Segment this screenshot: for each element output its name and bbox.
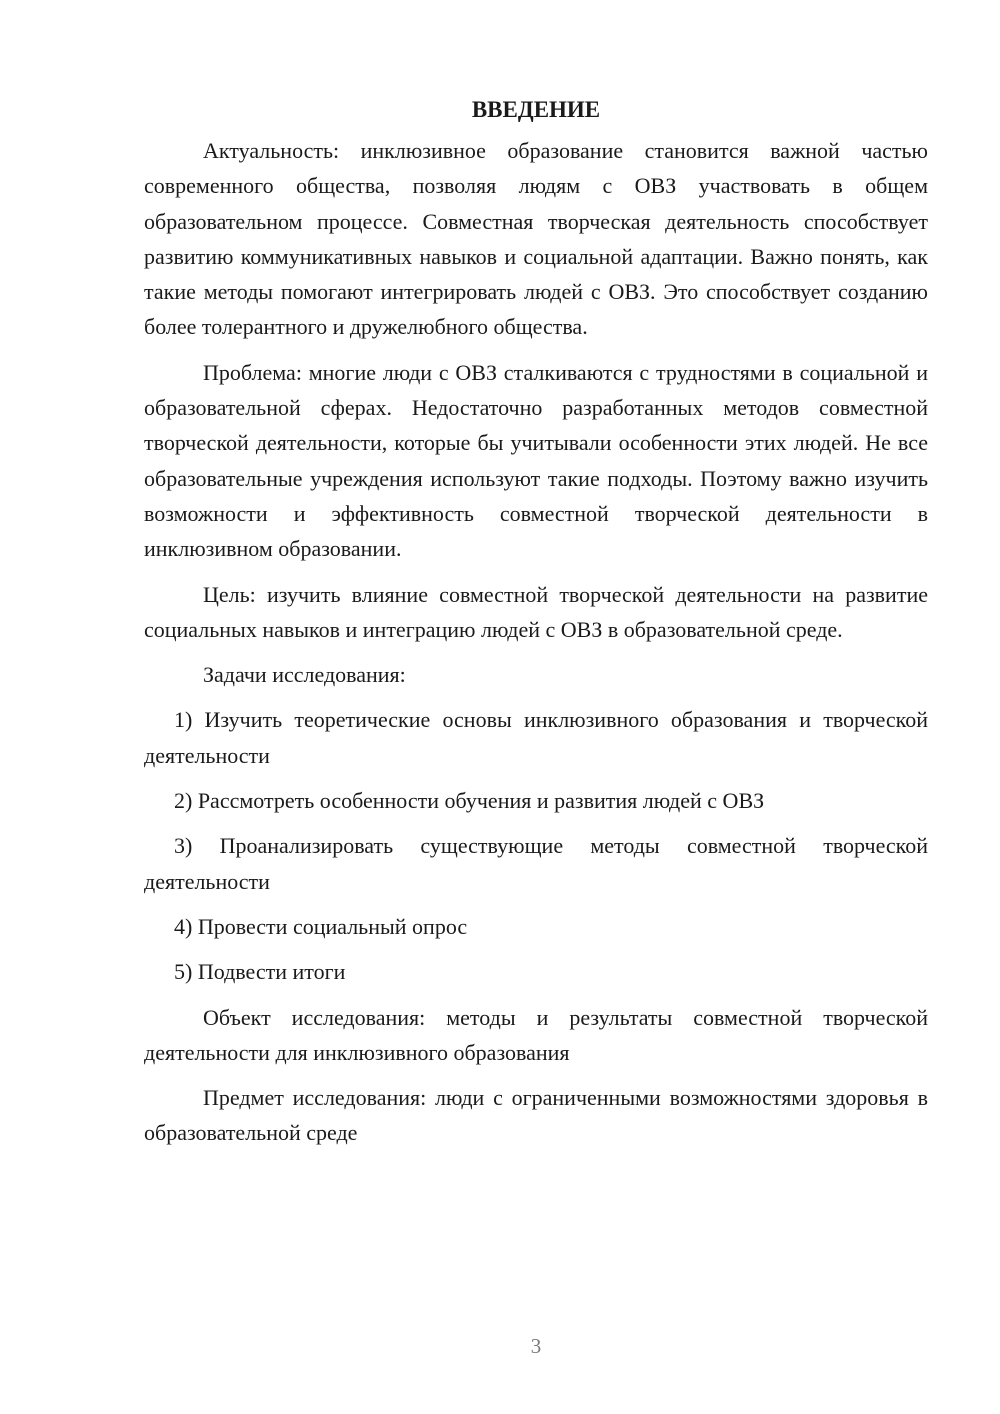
paragraph-goal: Цель: изучить влияние совместной творческой деятельности на развитие социальных навыков и интеграцию людей с ОВЗ в образовательной среде. <box>144 581 928 642</box>
page-number: 3 <box>530 1334 542 1358</box>
task-item-1: 1) Изучить теоретические основы инклюзивного образования и творческой деятельности <box>144 707 928 768</box>
task-item-4: 4) Провести социальный опрос <box>174 913 468 939</box>
paragraph-object: Объект исследования: методы и результаты совместной творческой деятельности для инклюзивного образования <box>144 1004 928 1065</box>
task-item-5: 5) Подвести итоги <box>174 959 346 985</box>
task-item-3: 3) Проанализировать существующие методы совместной творческой деятельности <box>144 833 928 894</box>
task-item-2: 2) Рассмотреть особенности обучения и развития людей с ОВЗ <box>174 788 765 814</box>
paragraph-tasks-intro: Задачи исследования: <box>203 662 406 688</box>
document-body <box>144 92 928 1161</box>
paragraph-relevance: Актуальность: инклюзивное образование становится важной частью современного общества, позволяя людям с ОВЗ участвовать в общем образовательном процессе. Совместная творческая деятельность способствует развитию коммуникативных навыков и социальной адаптации. Важно понять, как такие методы помогают интегрировать людей с ОВЗ. Это способствует созданию более толерантного и дружелюбного общества. <box>144 138 928 340</box>
section-heading: ВВЕДЕНИЕ <box>471 97 601 122</box>
paragraph-subject: Предмет исследования: люди с ограниченными возможностями здоровья в образовательной среде <box>144 1085 928 1146</box>
paragraph-problem: Проблема: многие люди с ОВЗ сталкиваются с трудностями в социальной и образовательной сферах. Недостаточно разработанных методов совместной творческой деятельности, которые бы учитывали особенности этих людей. Не все образовательные учреждения используют такие подходы. Поэтому важно изучить возможности и эффективность совместной творческой деятельности в инклюзивном образовании. <box>144 359 928 562</box>
